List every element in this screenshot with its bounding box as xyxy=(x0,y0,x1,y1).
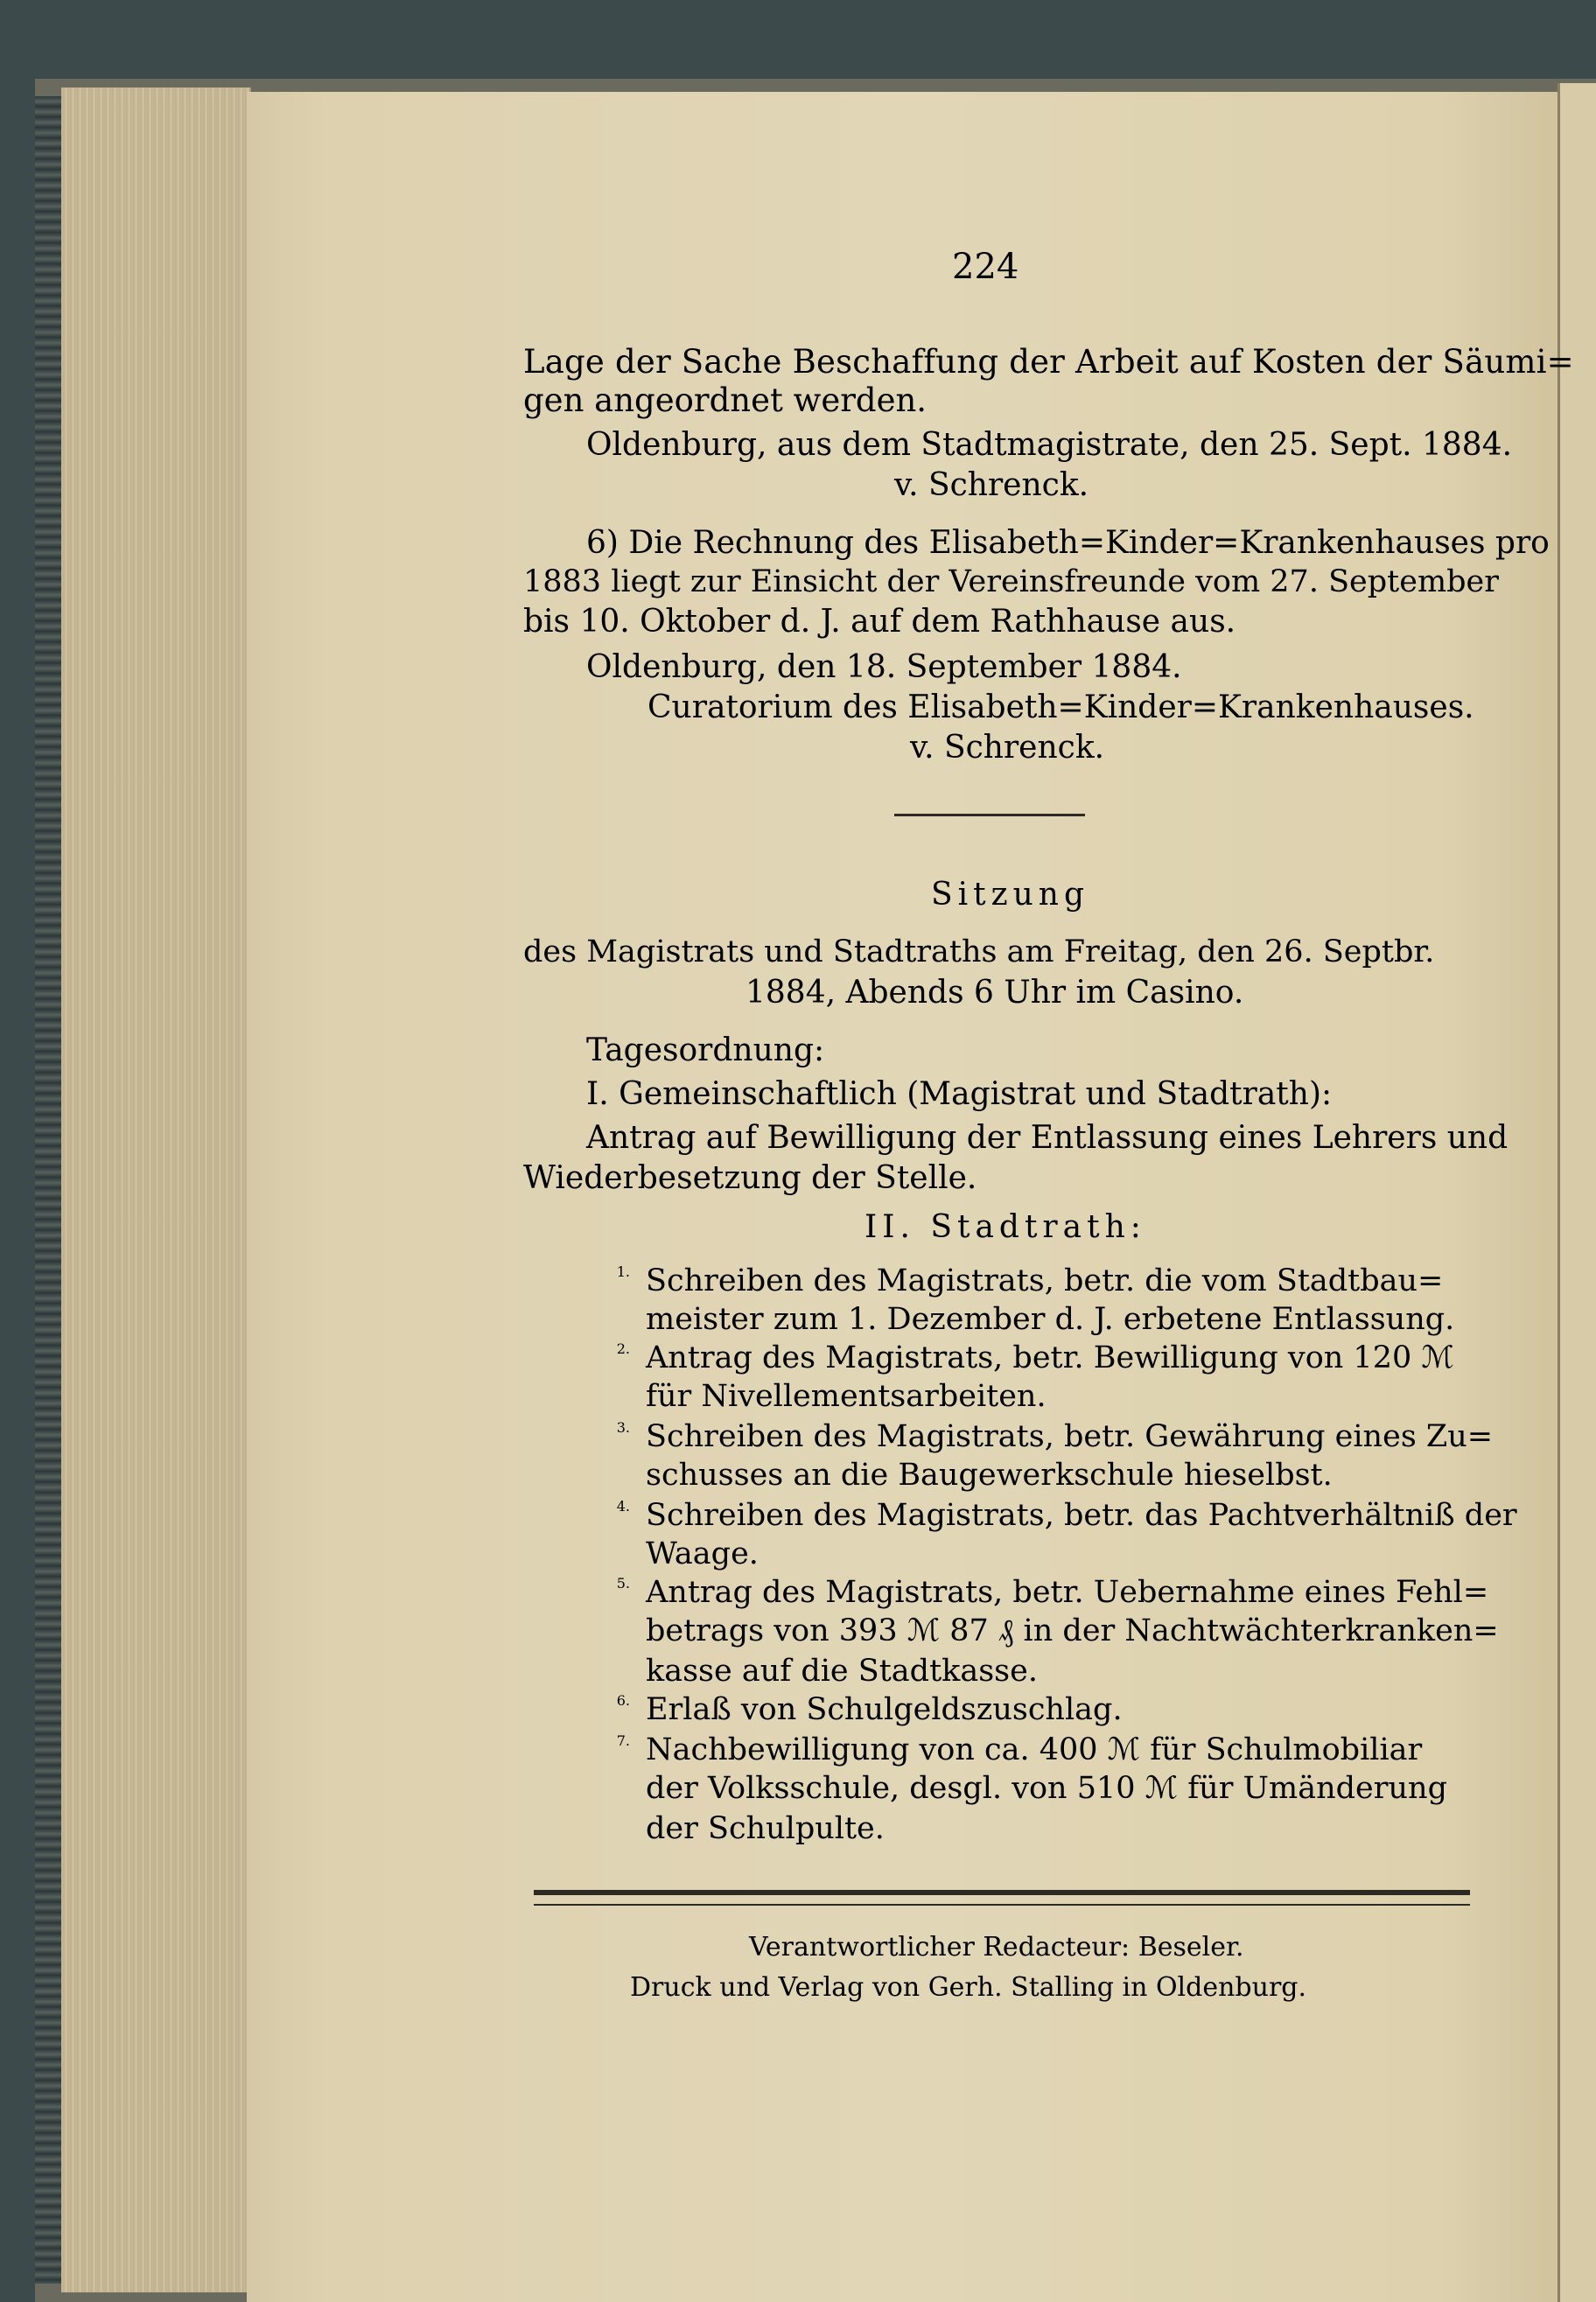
item-7-line-3: der Schulpulte. xyxy=(646,1811,885,1846)
section1-line-2: Wiederbesetzung der Stelle. xyxy=(523,1160,977,1196)
session-line-2: 1884, Abends 6 Uhr im Casino. xyxy=(746,975,1244,1011)
item-4-line-2: Waage. xyxy=(646,1536,759,1571)
facing-page-edge xyxy=(1558,83,1596,2302)
item-1-line-1: Schreiben des Magistrats, betr. die vom Stadtbau= xyxy=(646,1263,1444,1298)
item-1-number: 1. xyxy=(616,1263,630,1280)
item-4-number: 4. xyxy=(616,1498,630,1515)
section1-line-1: Antrag auf Bewilligung der Entlassung eines Lehrers und xyxy=(586,1120,1508,1156)
section-divider xyxy=(894,814,1085,816)
page-number: 224 xyxy=(952,247,1019,287)
session-line-1: des Magistrats und Stadtraths am Freitag, den 26. Septbr. xyxy=(523,934,1435,969)
page-sheet xyxy=(247,92,1572,2302)
footer-rule-thin xyxy=(534,1904,1470,1906)
item-4-line-1: Schreiben des Magistrats, betr. das Pachtverhältniß der xyxy=(646,1498,1517,1533)
book-spine xyxy=(35,96,65,2284)
footer-editor: Verantwortlicher Redacteur: Beseler. xyxy=(749,1932,1244,1963)
item-6-line-1: Erlaß von Schulgeldszuschlag. xyxy=(646,1692,1123,1727)
notice6-line-1: 6) Die Rechnung des Elisabeth=Kinder=Krankenhauses pro xyxy=(586,525,1550,561)
continuation-signoff: Oldenburg, aus dem Stadtmagistrate, den 25. Sept. 1884. xyxy=(586,427,1513,463)
notice6-body: Curatorium des Elisabeth=Kinder=Krankenhauses. xyxy=(648,689,1474,725)
notice6-place-date: Oldenburg, den 18. September 1884. xyxy=(586,649,1182,685)
session-heading: Sitzung xyxy=(931,877,1090,913)
section2-heading: II. Stadtrath: xyxy=(864,1209,1146,1245)
section1-heading: I. Gemeinschaftlich (Magistrat und Stadtrath): xyxy=(586,1076,1333,1112)
item-2-line-1: Antrag des Magistrats, betr. Bewilligung von 120 ℳ xyxy=(646,1340,1454,1375)
notice6-signature: v. Schrenck. xyxy=(910,730,1105,766)
item-5-line-1: Antrag des Magistrats, betr. Uebernahme eines Fehl= xyxy=(646,1575,1489,1610)
item-3-number: 3. xyxy=(616,1419,630,1436)
item-3-line-1: Schreiben des Magistrats, betr. Gewährung eines Zu= xyxy=(646,1419,1494,1454)
item-5-line-3: kasse auf die Stadtkasse. xyxy=(646,1654,1038,1689)
continuation-signature: v. Schrenck. xyxy=(894,467,1089,503)
notice6-line-2: 1883 liegt zur Einsicht der Vereinsfreunde vom 27. September xyxy=(523,564,1499,599)
continuation-line-2: gen angeordnet werden. xyxy=(523,381,928,419)
item-2-line-2: für Nivellementsarbeiten. xyxy=(646,1379,1046,1414)
item-7-line-2: der Volksschule, desgl. von 510 ℳ für Umänderung xyxy=(646,1771,1447,1806)
continuation-line-1: Lage der Sache Beschaffung der Arbeit auf Kosten der Säumi= xyxy=(523,343,1574,381)
page-edges xyxy=(61,87,251,2292)
item-5-number: 5. xyxy=(616,1575,630,1592)
item-6-number: 6. xyxy=(616,1692,630,1709)
footer-rule-thick xyxy=(534,1890,1470,1895)
item-3-line-2: schusses an die Baugewerkschule hieselbst. xyxy=(646,1458,1333,1493)
item-7-line-1: Nachbewilligung von ca. 400 ℳ für Schulmobiliar xyxy=(646,1732,1423,1767)
item-7-number: 7. xyxy=(616,1732,630,1749)
item-2-number: 2. xyxy=(616,1340,630,1357)
item-1-line-2: meister zum 1. Dezember d. J. erbetene Entlassung. xyxy=(646,1302,1455,1337)
notice6-line-3: bis 10. Oktober d. J. auf dem Rathhause aus. xyxy=(523,604,1236,640)
footer-printer: Druck und Verlag von Gerh. Stalling in Oldenburg. xyxy=(630,1972,1307,2003)
item-5-line-2: betrags von 393 ℳ 87 ₰ in der Nachtwächterkranken= xyxy=(646,1613,1499,1648)
agenda-label: Tagesordnung: xyxy=(586,1032,825,1068)
